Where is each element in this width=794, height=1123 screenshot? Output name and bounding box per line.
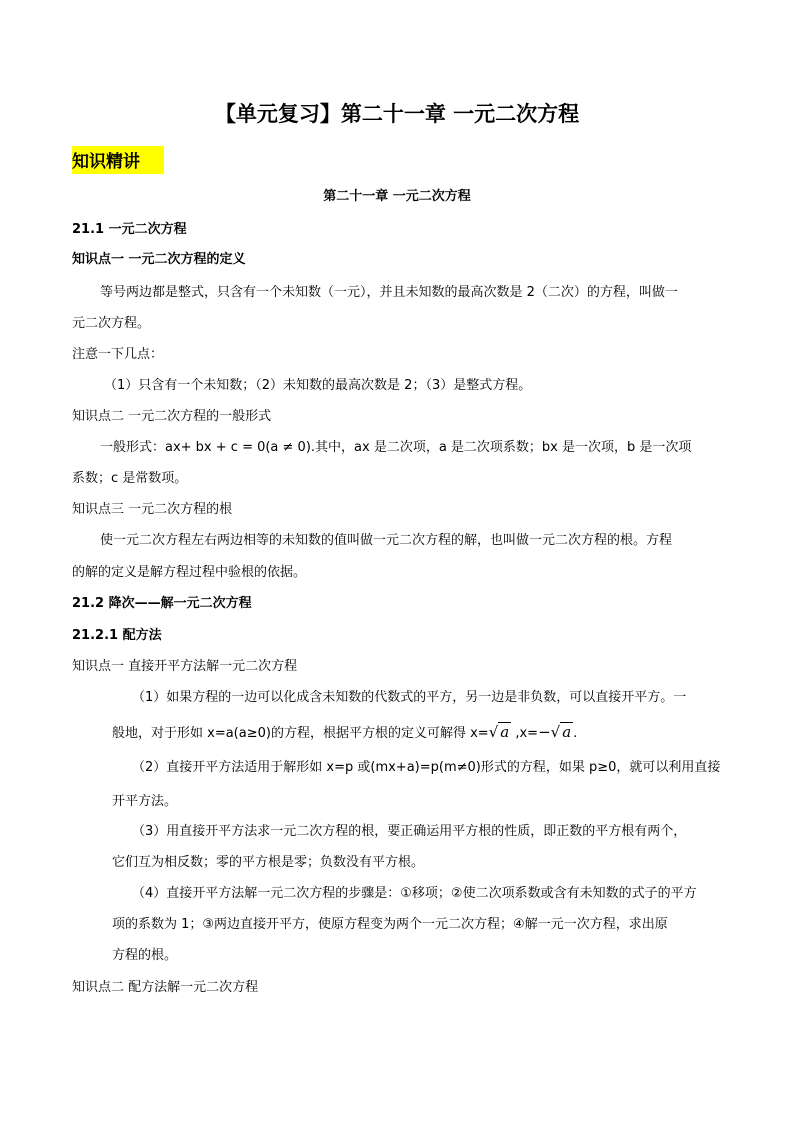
direct-sqrt-p3-line-2: 它们互为相反数；零的平方根是零；负数没有平方根。 (112, 855, 425, 870)
direct-sqrt-p1-line-2 (112, 722, 577, 741)
direct-sqrt-title: 知识点一 直接开平方法解一元二次方程 (72, 659, 298, 674)
section-heading-21-2: 21.2 降次——解一元二次方程 (72, 596, 252, 611)
note-title: 注意一下几点： (72, 347, 164, 362)
direct-sqrt-p3-line-1: （3）用直接开平方法求一元二次方程的根，要正确运用平方根的性质，即正数的平方根有两个， (132, 824, 687, 839)
completing-square-title: 知识点二 配方法解一元二次方程 (72, 980, 259, 995)
sqrt-expression-positive: √ a (488, 723, 510, 741)
section-heading-21-1: 21.1 一元二次方程 (72, 222, 187, 237)
p1-line2-text: 般地，对于形如 x=a(a≥0)的方程，根据平方根的定义可解得 x= (112, 726, 489, 741)
direct-sqrt-p2-line-1: （2）直接开平方法适用于解形如 x=p 或(mx+a)=p(m≠0)形式的方程，如果 p≥0，就可以利用直接 (132, 760, 721, 775)
sqrt-expression-negative: −√ a (538, 723, 572, 741)
definition-line-2: 元二次方程。 (72, 316, 151, 331)
p1-line2-end: . (573, 726, 578, 741)
document-title: 【单元复习】第二十一章 一元二次方程 (214, 102, 580, 126)
direct-sqrt-p2-line-2: 开平方法。 (112, 794, 178, 809)
knowledge-point-3-title: 知识点三 一元二次方程的根 (72, 502, 233, 517)
section-heading-21-2-1: 21.2.1 配方法 (72, 628, 162, 643)
root-definition-line-2: 的解的定义是解方程过程中验根的依据。 (72, 565, 307, 580)
definition-line-1: 等号两边都是整式，只含有一个未知数（一元），并且未知数的最高次数是 2（二次）的方程，叫做一 (100, 285, 678, 300)
direct-sqrt-p4-line-1: （4）直接开平方法解一元二次方程的步骤是：①移项；②使二次项系数或含有未知数的式子的平方 (132, 886, 697, 901)
root-definition-line-1: 使一元二次方程左右两边相等的未知数的值叫做一元二次方程的解，也叫做一元二次方程的根。方程 (100, 533, 673, 548)
p1-line2-mid: ,x= (511, 726, 539, 741)
note-items: （1）只含有一个未知数；（2）未知数的最高次数是 2；（3）是整式方程。 (104, 378, 532, 393)
general-form-line-1: 一般形式：ax+ bx + c = 0(a ≠ 0).其中，ax 是二次项，a 是二次项系数；bx 是一次项，b 是一次项 (100, 440, 692, 455)
highlight-label: 知识精讲 (72, 146, 164, 174)
direct-sqrt-p4-line-2: 项的系数为 1；③两边直接开平方，使原方程变为两个一元二次方程；④解一元一次方程，求出原 (112, 917, 668, 932)
direct-sqrt-p4-line-3: 方程的根。 (112, 948, 178, 963)
direct-sqrt-p1-line-1: （1）如果方程的一边可以化成含未知数的代数式的平方，另一边是非负数，可以直接开平方。一 (132, 690, 687, 705)
general-form-line-2: 系数；c 是常数项。 (72, 471, 188, 486)
chapter-subtitle: 第二十一章 一元二次方程 (323, 189, 471, 204)
knowledge-point-1-title: 知识点一 一元二次方程的定义 (72, 252, 246, 267)
knowledge-point-2-title: 知识点二 一元二次方程的一般形式 (72, 409, 272, 424)
